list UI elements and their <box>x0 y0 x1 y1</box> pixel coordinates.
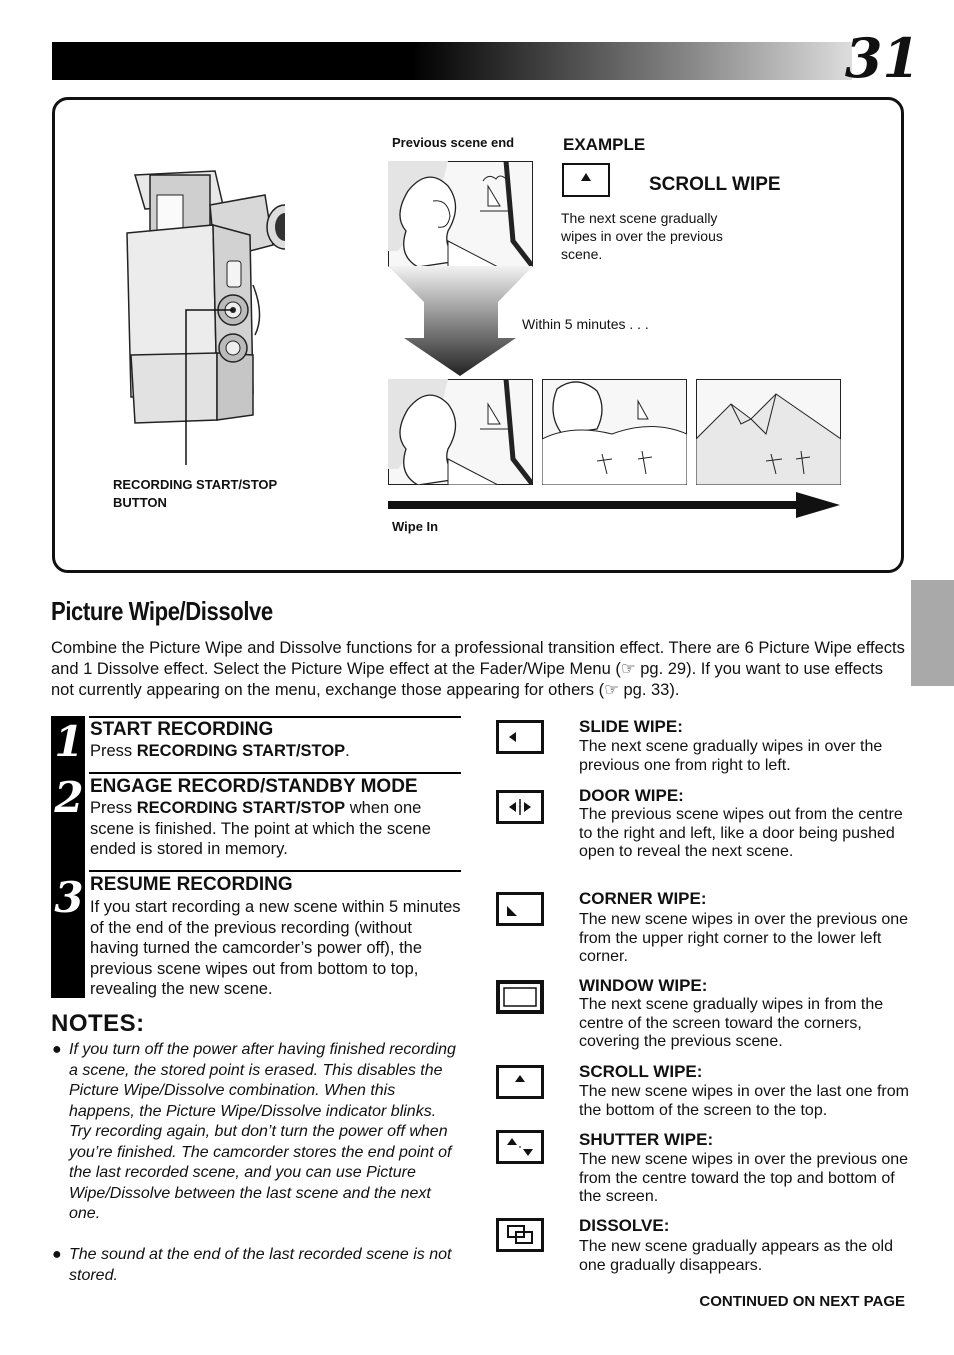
note-2: ● The sound at the end of the last recorded scene is not stored. <box>52 1246 452 1284</box>
window-wipe-icon <box>496 980 544 1014</box>
scroll-wipe-icon <box>496 1065 544 1099</box>
step-number-3: 3 <box>54 873 84 922</box>
section-title: Picture Wipe/Dissolve <box>51 596 273 626</box>
wipe-title-shutter: SHUTTER WIPE: <box>579 1130 714 1149</box>
step-title-3: RESUME RECORDING <box>90 874 293 895</box>
slide-wipe-icon <box>496 720 544 754</box>
scene-frame-3 <box>696 379 841 485</box>
step-title-2: ENGAGE RECORD/STANDBY MODE <box>90 776 418 797</box>
up-arrow-icon <box>564 165 608 195</box>
step-number-2: 2 <box>54 773 84 822</box>
dissolve-icon <box>496 1218 544 1252</box>
shutter-wipe-icon <box>496 1130 544 1164</box>
scene-frame-1 <box>388 379 533 485</box>
wipe-title-scroll: SCROLL WIPE: <box>579 1062 703 1081</box>
wipe-desc-scroll: The new scene wipes in over the last one from the bottom of the screen to the top. <box>579 1083 909 1119</box>
scene-frame-2 <box>542 379 687 485</box>
wipe-title-corner: CORNER WIPE: <box>579 889 707 908</box>
example-desc: The next scene gradually wipes in over the previous scene. <box>561 210 723 262</box>
wipe-title-dissolve: DISSOLVE: <box>579 1216 670 1235</box>
wipe-desc-window: The next scene gradually wipes in from the centre of the screen toward the corners, covering the previous scene. <box>579 996 884 1050</box>
wipe-in-label: Wipe In <box>392 519 439 534</box>
step-rule-2 <box>89 772 461 774</box>
note-1: ● If you turn off the power after having finished recording a scene, the stored point is erased. This disables the Picture Wipe/Dissolve combination. When this happens, the Picture Wipe/Dissolve indicator blinks. Try recording again, but don’t turn the power off when you’re finished. The camcorder stores the end point of the last recorded scene, and you can use Picture Wipe/Dissolve between the last scene and the next one. <box>52 1041 456 1222</box>
step-title-1: START RECORDING <box>90 719 274 740</box>
bullet-icon: ● <box>52 1041 62 1058</box>
wipe-desc-slide: The next scene gradually wipes in over the previous one from right to left. <box>579 738 883 774</box>
step-number-1: 1 <box>54 717 84 766</box>
transition-arrow <box>388 266 533 378</box>
wipe-desc-dissolve: The new scene gradually appears as the old one gradually disappears. <box>579 1238 893 1274</box>
wipe-title-door: DOOR WIPE: <box>579 786 684 805</box>
example-icon <box>562 163 610 197</box>
header-bar <box>52 42 852 80</box>
wipe-title-slide: SLIDE WIPE: <box>579 717 683 736</box>
previous-scene-label: Previous scene end <box>392 135 515 150</box>
side-tab <box>911 580 954 686</box>
step-body-1: Press RECORDING START/STOP. <box>90 742 350 760</box>
example-label: EXAMPLE <box>563 135 646 154</box>
continued-label: CONTINUED ON NEXT PAGE <box>699 1293 905 1310</box>
step-body-2: Press RECORDING START/STOP when one scene is finished. The point at which the scene ended is stored in memory. <box>90 799 431 858</box>
wipe-desc-door: The previous scene wipes out from the centre to the right and left, like a door being pushed open to reveal the next scene. <box>579 806 903 860</box>
notes-title: NOTES: <box>51 1010 145 1037</box>
intro-paragraph: Combine the Picture Wipe and Dissolve functions for a professional transition effect. There are 6 Picture Wipe effects and 1 Dissolve effect. Select the Picture Wipe effect at the Fader/Wipe Menu (☞ pg. 29). If you want to use effects not currently appearing on the menu, exchange those appearing for others (☞ pg. 33). <box>51 639 905 699</box>
page-number: 31 <box>844 26 920 90</box>
door-wipe-icon <box>496 790 544 824</box>
example-effect: SCROLL WIPE <box>649 174 781 195</box>
bullet-icon: ● <box>52 1246 62 1263</box>
step-body-3: If you start recording a new scene within 5 minutes of the end of the previous recording (without having turned the camcorder’s power off), the previous scene wipes out from bottom to top, revealing the new scene. <box>90 898 461 998</box>
previous-scene-image <box>388 161 533 267</box>
camcorder-illustration <box>105 165 285 465</box>
recording-button-label: RECORDING START/STOP BUTTON <box>113 477 278 510</box>
step-rule-3 <box>89 870 461 872</box>
wipe-desc-corner: The new scene wipes in over the previous one from the upper right corner to the lower left corner. <box>579 911 909 965</box>
wipe-desc-shutter: The new scene wipes in over the previous one from the centre toward the top and bottom of the screen. <box>579 1151 909 1205</box>
step-rule-1 <box>89 716 461 718</box>
wipe-in-arrow <box>388 490 843 520</box>
within-label: Within 5 minutes . . . <box>522 316 649 332</box>
wipe-title-window: WINDOW WIPE: <box>579 976 708 995</box>
corner-wipe-icon <box>496 892 544 926</box>
